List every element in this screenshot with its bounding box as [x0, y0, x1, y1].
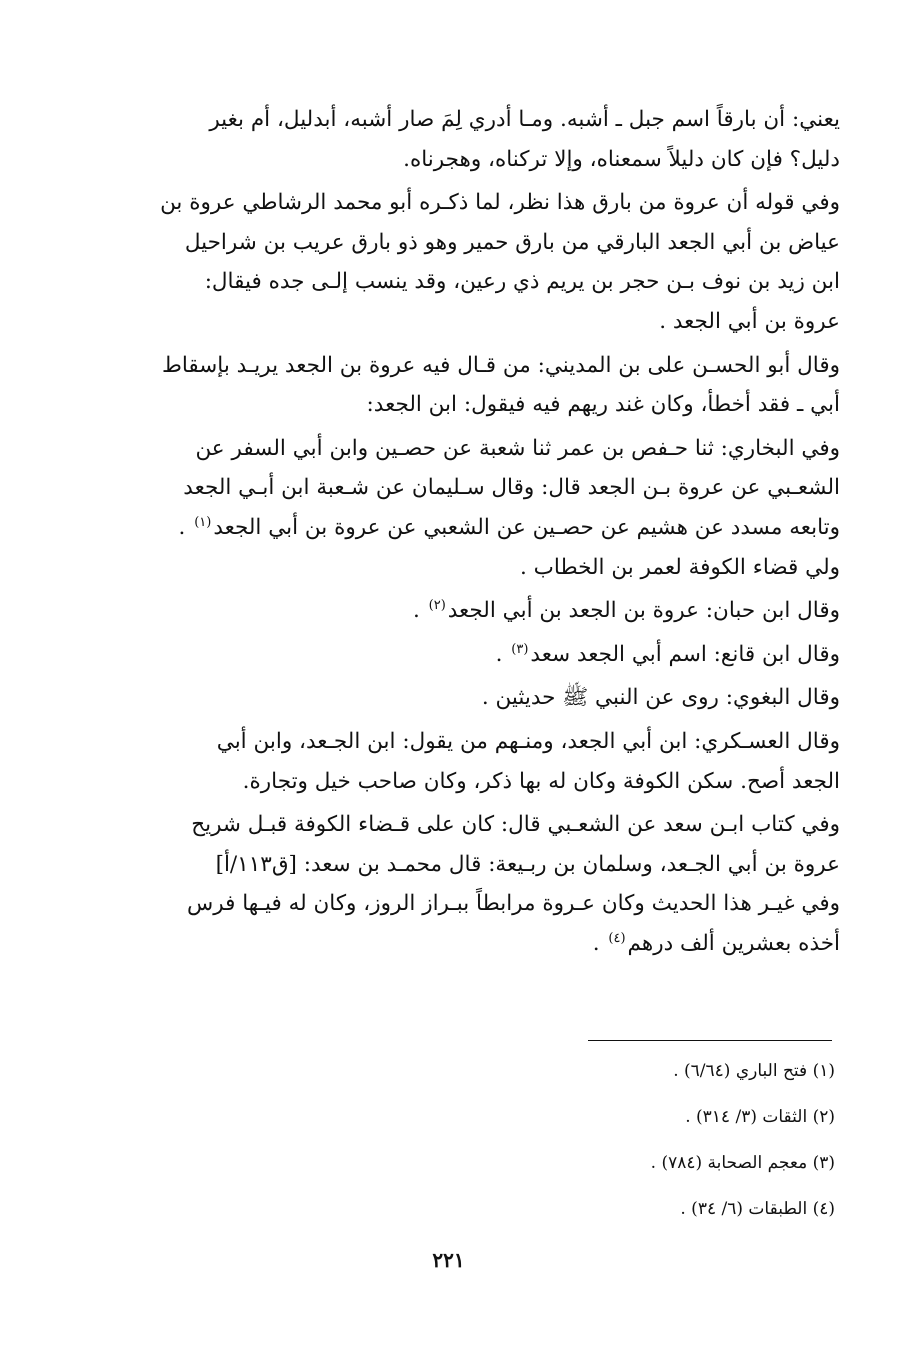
footnote-1: (١) فتح الباري (٦/٦٤) .	[673, 1061, 835, 1081]
text-line: وتابعه مسدد عن هشيم عن حصـين عن الشعبي عن عروة بن أبي الجعد	[213, 514, 840, 540]
paragraph-5	[118, 591, 840, 631]
paragraph-7	[118, 678, 840, 718]
text-line: يعني: أن بارقاً اسم جبل ـ أشبه. ومـا أدري لِمَ صار أشبه، أبدليل، أم بغير	[209, 107, 840, 132]
text-line: عروة بن أبي الجـعد، وسلمان بن ربـيعة: قال محمـد بن سعد: [ق١١٣/أ]	[215, 851, 840, 877]
text-line: وقال العسـكري: ابن أبي الجعد، ومنـهم من يقول: ابن الجـعد، وابن أبي	[216, 728, 840, 754]
text-line: دليل؟ فإن كان دليلاً سمعناه، وإلا تركناه، وهجرناه.	[403, 146, 840, 172]
footnote-3: (٣) معجم الصحابة (٧٨٤) .	[650, 1153, 835, 1173]
punctuation: .	[178, 514, 193, 540]
text-line: عياض بن أبي الجعد البارقي من بارق حمير وهو ذو بارق عريب بن شراحيل	[184, 229, 840, 255]
text-line: وفي غيـر هذا الحديث وكان عـروة مرابطاً ببـراز الروز، وكان له فيـها فرس	[186, 891, 840, 917]
text-line: وقال البغوي: روى عن النبي ﷺ حديثين .	[481, 685, 840, 711]
paragraph-1	[118, 100, 840, 179]
punctuation: .	[412, 598, 427, 624]
paragraph-8	[118, 722, 840, 801]
text-line: وفي قوله أن عروة من بارق هذا نظر، لما ذكـره أبو محمد الرشاطي عروة بن	[160, 190, 840, 216]
text-line: وقال ابن حبان: عروة بن الجعد بن أبي الجعد	[447, 598, 840, 624]
text-line: وقال ابن قانع: اسم أبي الجعد سعد	[530, 641, 840, 667]
paragraph-6	[118, 635, 840, 675]
text-line: وفي البخاري: ثنا حـفص بن عمر ثنا شعبة عن حصـين وابن أبي السفر عن	[195, 435, 840, 461]
punctuation: .	[495, 641, 510, 667]
text-line: عروة بن أبي الجعد .	[659, 308, 840, 334]
footnotes	[335, 1048, 835, 1232]
text-line: وفي كتاب ابـن سعد عن الشعـبي قال: كان على قـضاء الكوفة قبـل شريح	[191, 812, 840, 838]
footnote-4: (٤) الطبقات (٦/ ٣٤) .	[680, 1199, 835, 1219]
punctuation: .	[592, 930, 607, 956]
footnote-reference[interactable]: (٣)	[511, 641, 529, 657]
text-line: أبي ـ فقد أخطأ، وكان غند ريهم فيه فيقول: ابن الجعد:	[366, 392, 840, 418]
text-line: الشعـبي عن عروة بـن الجعد قال: وقال سـليمان عن شـعبة ابن أبـي الجعد	[183, 475, 840, 501]
text-line: الجعد أصح. سكن الكوفة وكان له بها ذكر، وكان صاحب خيل وتجارة.	[242, 768, 840, 794]
paragraph-2	[118, 183, 840, 341]
text-line: وقال أبو الحسـن على بن المديني: من قـال فيه عروة بن الجعد يريـد بإسقاط	[161, 352, 840, 378]
footnote-reference[interactable]: (٢)	[428, 597, 446, 613]
text-line: ولي قضاء الكوفة لعمر بن الخطاب .	[520, 554, 840, 580]
footnote-reference[interactable]: (٤)	[608, 930, 626, 946]
paragraph-9	[118, 805, 840, 963]
page-number: ٢٢١	[432, 1248, 465, 1272]
paragraph-4	[118, 429, 840, 587]
footnote-separator	[588, 1040, 832, 1041]
text-line: ابن زيد بن نوف بـن حجر بن يريم ذي رعين، وقد ينسب إلـى جده فيقال:	[204, 269, 840, 295]
paragraph-3	[118, 346, 840, 425]
footnote-reference[interactable]: (١)	[194, 514, 212, 530]
main-text	[118, 100, 840, 967]
text-line: أخذه بعشرين ألف درهم	[627, 930, 840, 956]
footnote-2: (٢) الثقات (٣/ ٣١٤) .	[685, 1107, 835, 1127]
